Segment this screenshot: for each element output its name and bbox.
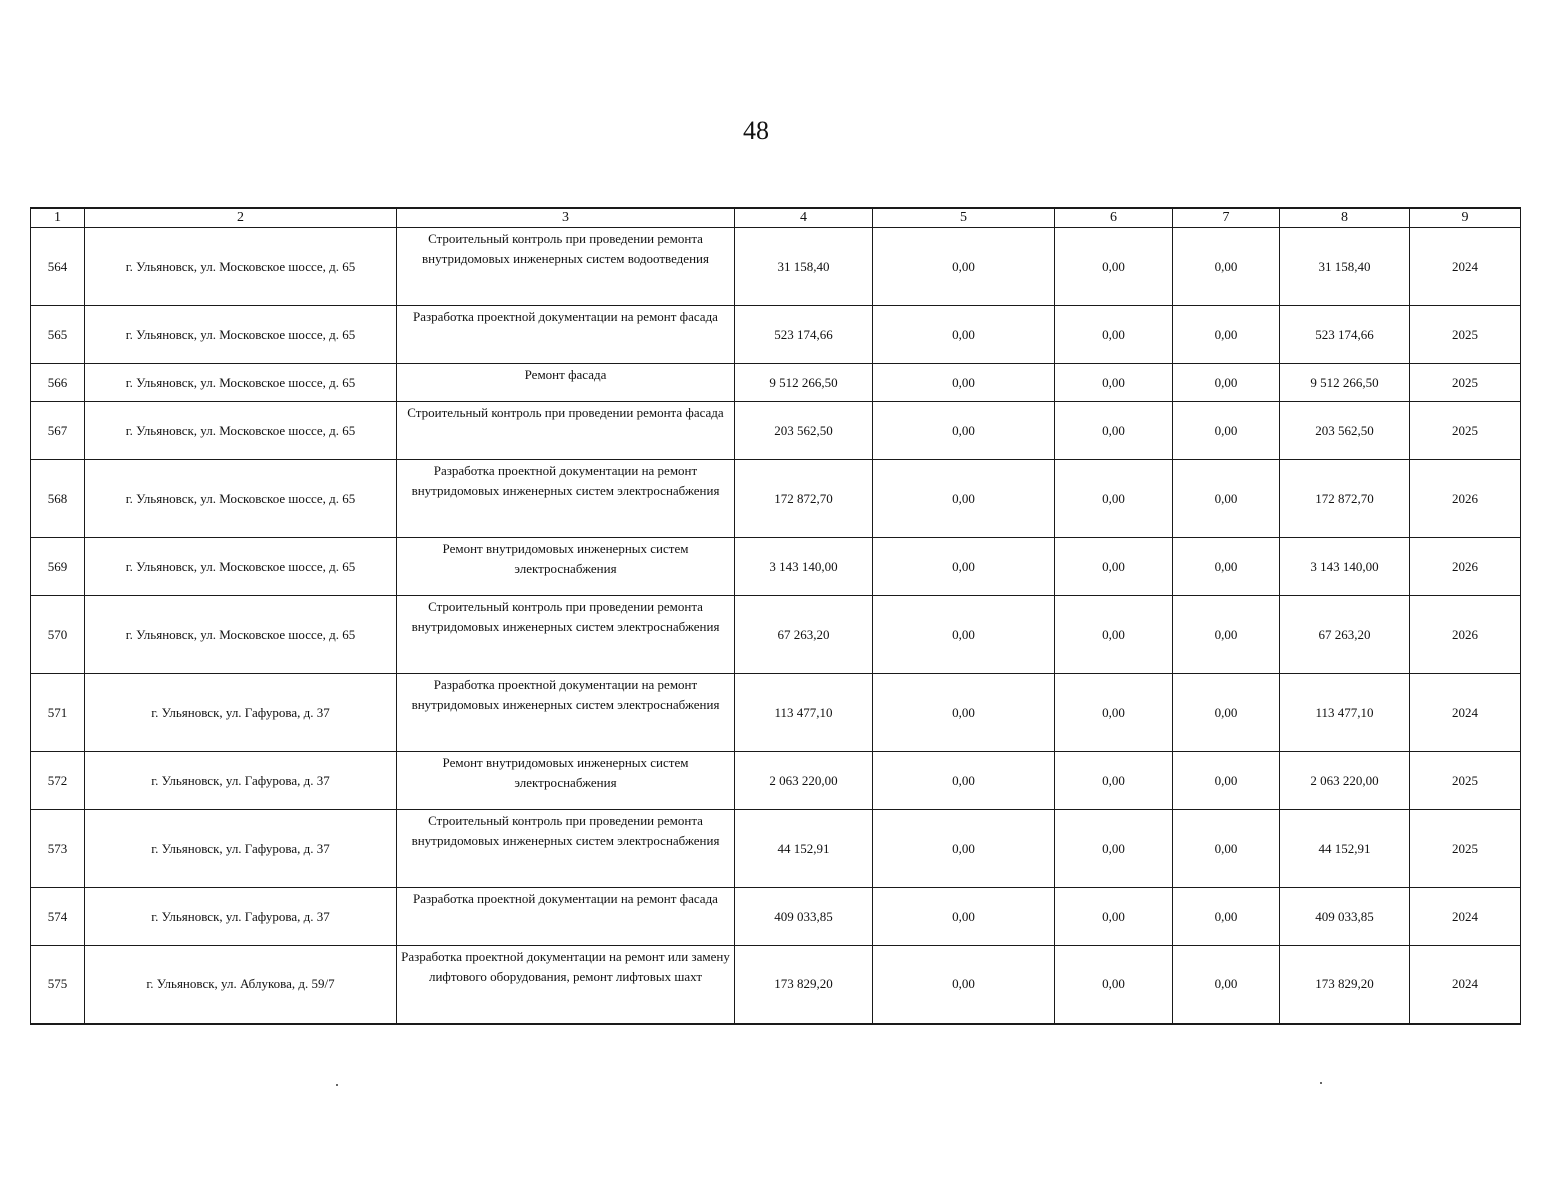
year-cell: 2026 <box>1410 460 1521 538</box>
year-cell: 2024 <box>1410 946 1521 1024</box>
address-cell: г. Ульяновск, ул. Гафурова, д. 37 <box>85 674 397 752</box>
amount-col5: 0,00 <box>873 402 1055 460</box>
work-description: Разработка проектной документации на ремонт фасада <box>397 888 735 946</box>
amount-col6: 0,00 <box>1055 228 1173 306</box>
amount-col7: 0,00 <box>1173 946 1280 1024</box>
table-row <box>31 306 1521 364</box>
address-cell: г. Ульяновск, ул. Московское шоссе, д. 65 <box>85 402 397 460</box>
row-number: 565 <box>31 306 85 364</box>
work-description: Разработка проектной документации на ремонт или замену лифтового оборудования, ремонт лифтовых шахт <box>397 946 735 1024</box>
column-header: 2 <box>85 208 397 228</box>
address-cell: г. Ульяновск, ул. Аблукова, д. 59/7 <box>85 946 397 1024</box>
amount-col8: 67 263,20 <box>1280 596 1410 674</box>
amount-col5: 0,00 <box>873 810 1055 888</box>
work-description: Разработка проектной документации на ремонт внутридомовых инженерных систем электроснабжения <box>397 674 735 752</box>
works-table <box>30 207 1521 1025</box>
table-row <box>31 402 1521 460</box>
amount-col5: 0,00 <box>873 946 1055 1024</box>
amount-col5: 0,00 <box>873 596 1055 674</box>
row-number: 574 <box>31 888 85 946</box>
amount-col8: 113 477,10 <box>1280 674 1410 752</box>
column-header: 6 <box>1055 208 1173 228</box>
amount-col8: 172 872,70 <box>1280 460 1410 538</box>
address-cell: г. Ульяновск, ул. Гафурова, д. 37 <box>85 888 397 946</box>
year-cell: 2025 <box>1410 810 1521 888</box>
amount-col5: 0,00 <box>873 364 1055 402</box>
scan-speck <box>1320 1082 1322 1084</box>
table-row <box>31 538 1521 596</box>
work-description: Ремонт внутридомовых инженерных систем электроснабжения <box>397 538 735 596</box>
amount-col7: 0,00 <box>1173 810 1280 888</box>
row-number: 568 <box>31 460 85 538</box>
amount-col7: 0,00 <box>1173 596 1280 674</box>
amount-col8: 409 033,85 <box>1280 888 1410 946</box>
address-cell: г. Ульяновск, ул. Московское шоссе, д. 65 <box>85 596 397 674</box>
table-row <box>31 460 1521 538</box>
amount-col6: 0,00 <box>1055 538 1173 596</box>
amount-col5: 0,00 <box>873 460 1055 538</box>
amount-col4: 113 477,10 <box>735 674 873 752</box>
year-cell: 2026 <box>1410 538 1521 596</box>
address-cell: г. Ульяновск, ул. Московское шоссе, д. 65 <box>85 460 397 538</box>
amount-col6: 0,00 <box>1055 888 1173 946</box>
row-number: 564 <box>31 228 85 306</box>
table-row <box>31 364 1521 402</box>
column-header: 3 <box>397 208 735 228</box>
work-description: Разработка проектной документации на ремонт внутридомовых инженерных систем электроснабжения <box>397 460 735 538</box>
year-cell: 2025 <box>1410 402 1521 460</box>
row-number: 575 <box>31 946 85 1024</box>
amount-col7: 0,00 <box>1173 306 1280 364</box>
amount-col8: 203 562,50 <box>1280 402 1410 460</box>
column-number-row <box>31 208 1521 228</box>
amount-col4: 409 033,85 <box>735 888 873 946</box>
amount-col7: 0,00 <box>1173 364 1280 402</box>
amount-col5: 0,00 <box>873 228 1055 306</box>
row-number: 566 <box>31 364 85 402</box>
amount-col4: 9 512 266,50 <box>735 364 873 402</box>
amount-col6: 0,00 <box>1055 674 1173 752</box>
address-cell: г. Ульяновск, ул. Гафурова, д. 37 <box>85 810 397 888</box>
year-cell: 2024 <box>1410 888 1521 946</box>
column-header: 1 <box>31 208 85 228</box>
amount-col6: 0,00 <box>1055 460 1173 538</box>
amount-col7: 0,00 <box>1173 538 1280 596</box>
column-header: 5 <box>873 208 1055 228</box>
amount-col5: 0,00 <box>873 306 1055 364</box>
amount-col6: 0,00 <box>1055 364 1173 402</box>
amount-col8: 3 143 140,00 <box>1280 538 1410 596</box>
amount-col4: 173 829,20 <box>735 946 873 1024</box>
address-cell: г. Ульяновск, ул. Московское шоссе, д. 65 <box>85 306 397 364</box>
column-header: 4 <box>735 208 873 228</box>
amount-col6: 0,00 <box>1055 752 1173 810</box>
work-description: Ремонт фасада <box>397 364 735 402</box>
work-description: Строительный контроль при проведении ремонта фасада <box>397 402 735 460</box>
amount-col8: 2 063 220,00 <box>1280 752 1410 810</box>
table-row <box>31 752 1521 810</box>
work-description: Строительный контроль при проведении ремонта внутридомовых инженерных систем электроснабжения <box>397 596 735 674</box>
amount-col6: 0,00 <box>1055 596 1173 674</box>
address-cell: г. Ульяновск, ул. Московское шоссе, д. 65 <box>85 538 397 596</box>
row-number: 573 <box>31 810 85 888</box>
row-number: 569 <box>31 538 85 596</box>
scan-speck <box>336 1084 338 1086</box>
amount-col8: 9 512 266,50 <box>1280 364 1410 402</box>
table-row <box>31 228 1521 306</box>
address-cell: г. Ульяновск, ул. Московское шоссе, д. 65 <box>85 228 397 306</box>
amount-col4: 3 143 140,00 <box>735 538 873 596</box>
amount-col7: 0,00 <box>1173 228 1280 306</box>
amount-col5: 0,00 <box>873 752 1055 810</box>
amount-col8: 173 829,20 <box>1280 946 1410 1024</box>
row-number: 571 <box>31 674 85 752</box>
table-row <box>31 596 1521 674</box>
amount-col7: 0,00 <box>1173 402 1280 460</box>
amount-col5: 0,00 <box>873 538 1055 596</box>
address-cell: г. Ульяновск, ул. Гафурова, д. 37 <box>85 752 397 810</box>
amount-col6: 0,00 <box>1055 306 1173 364</box>
year-cell: 2025 <box>1410 752 1521 810</box>
amount-col5: 0,00 <box>873 674 1055 752</box>
amount-col4: 523 174,66 <box>735 306 873 364</box>
amount-col6: 0,00 <box>1055 402 1173 460</box>
amount-col8: 44 152,91 <box>1280 810 1410 888</box>
work-description: Строительный контроль при проведении ремонта внутридомовых инженерных систем водоотведения <box>397 228 735 306</box>
amount-col6: 0,00 <box>1055 946 1173 1024</box>
work-description: Разработка проектной документации на ремонт фасада <box>397 306 735 364</box>
row-number: 570 <box>31 596 85 674</box>
amount-col4: 203 562,50 <box>735 402 873 460</box>
page-number: 48 <box>743 116 769 145</box>
work-description: Строительный контроль при проведении ремонта внутридомовых инженерных систем электроснабжения <box>397 810 735 888</box>
amount-col4: 172 872,70 <box>735 460 873 538</box>
amount-col8: 523 174,66 <box>1280 306 1410 364</box>
year-cell: 2024 <box>1410 228 1521 306</box>
amount-col4: 31 158,40 <box>735 228 873 306</box>
column-header: 9 <box>1410 208 1521 228</box>
row-number: 567 <box>31 402 85 460</box>
amount-col5: 0,00 <box>873 888 1055 946</box>
amount-col4: 67 263,20 <box>735 596 873 674</box>
table-row <box>31 810 1521 888</box>
work-description: Ремонт внутридомовых инженерных систем электроснабжения <box>397 752 735 810</box>
amount-col7: 0,00 <box>1173 674 1280 752</box>
amount-col7: 0,00 <box>1173 752 1280 810</box>
year-cell: 2025 <box>1410 306 1521 364</box>
amount-col7: 0,00 <box>1173 460 1280 538</box>
amount-col6: 0,00 <box>1055 810 1173 888</box>
column-header: 8 <box>1280 208 1410 228</box>
amount-col8: 31 158,40 <box>1280 228 1410 306</box>
address-cell: г. Ульяновск, ул. Московское шоссе, д. 65 <box>85 364 397 402</box>
year-cell: 2026 <box>1410 596 1521 674</box>
year-cell: 2025 <box>1410 364 1521 402</box>
table-row <box>31 946 1521 1024</box>
table-row <box>31 674 1521 752</box>
amount-col7: 0,00 <box>1173 888 1280 946</box>
column-header: 7 <box>1173 208 1280 228</box>
row-number: 572 <box>31 752 85 810</box>
table-row <box>31 888 1521 946</box>
amount-col4: 44 152,91 <box>735 810 873 888</box>
amount-col4: 2 063 220,00 <box>735 752 873 810</box>
year-cell: 2024 <box>1410 674 1521 752</box>
